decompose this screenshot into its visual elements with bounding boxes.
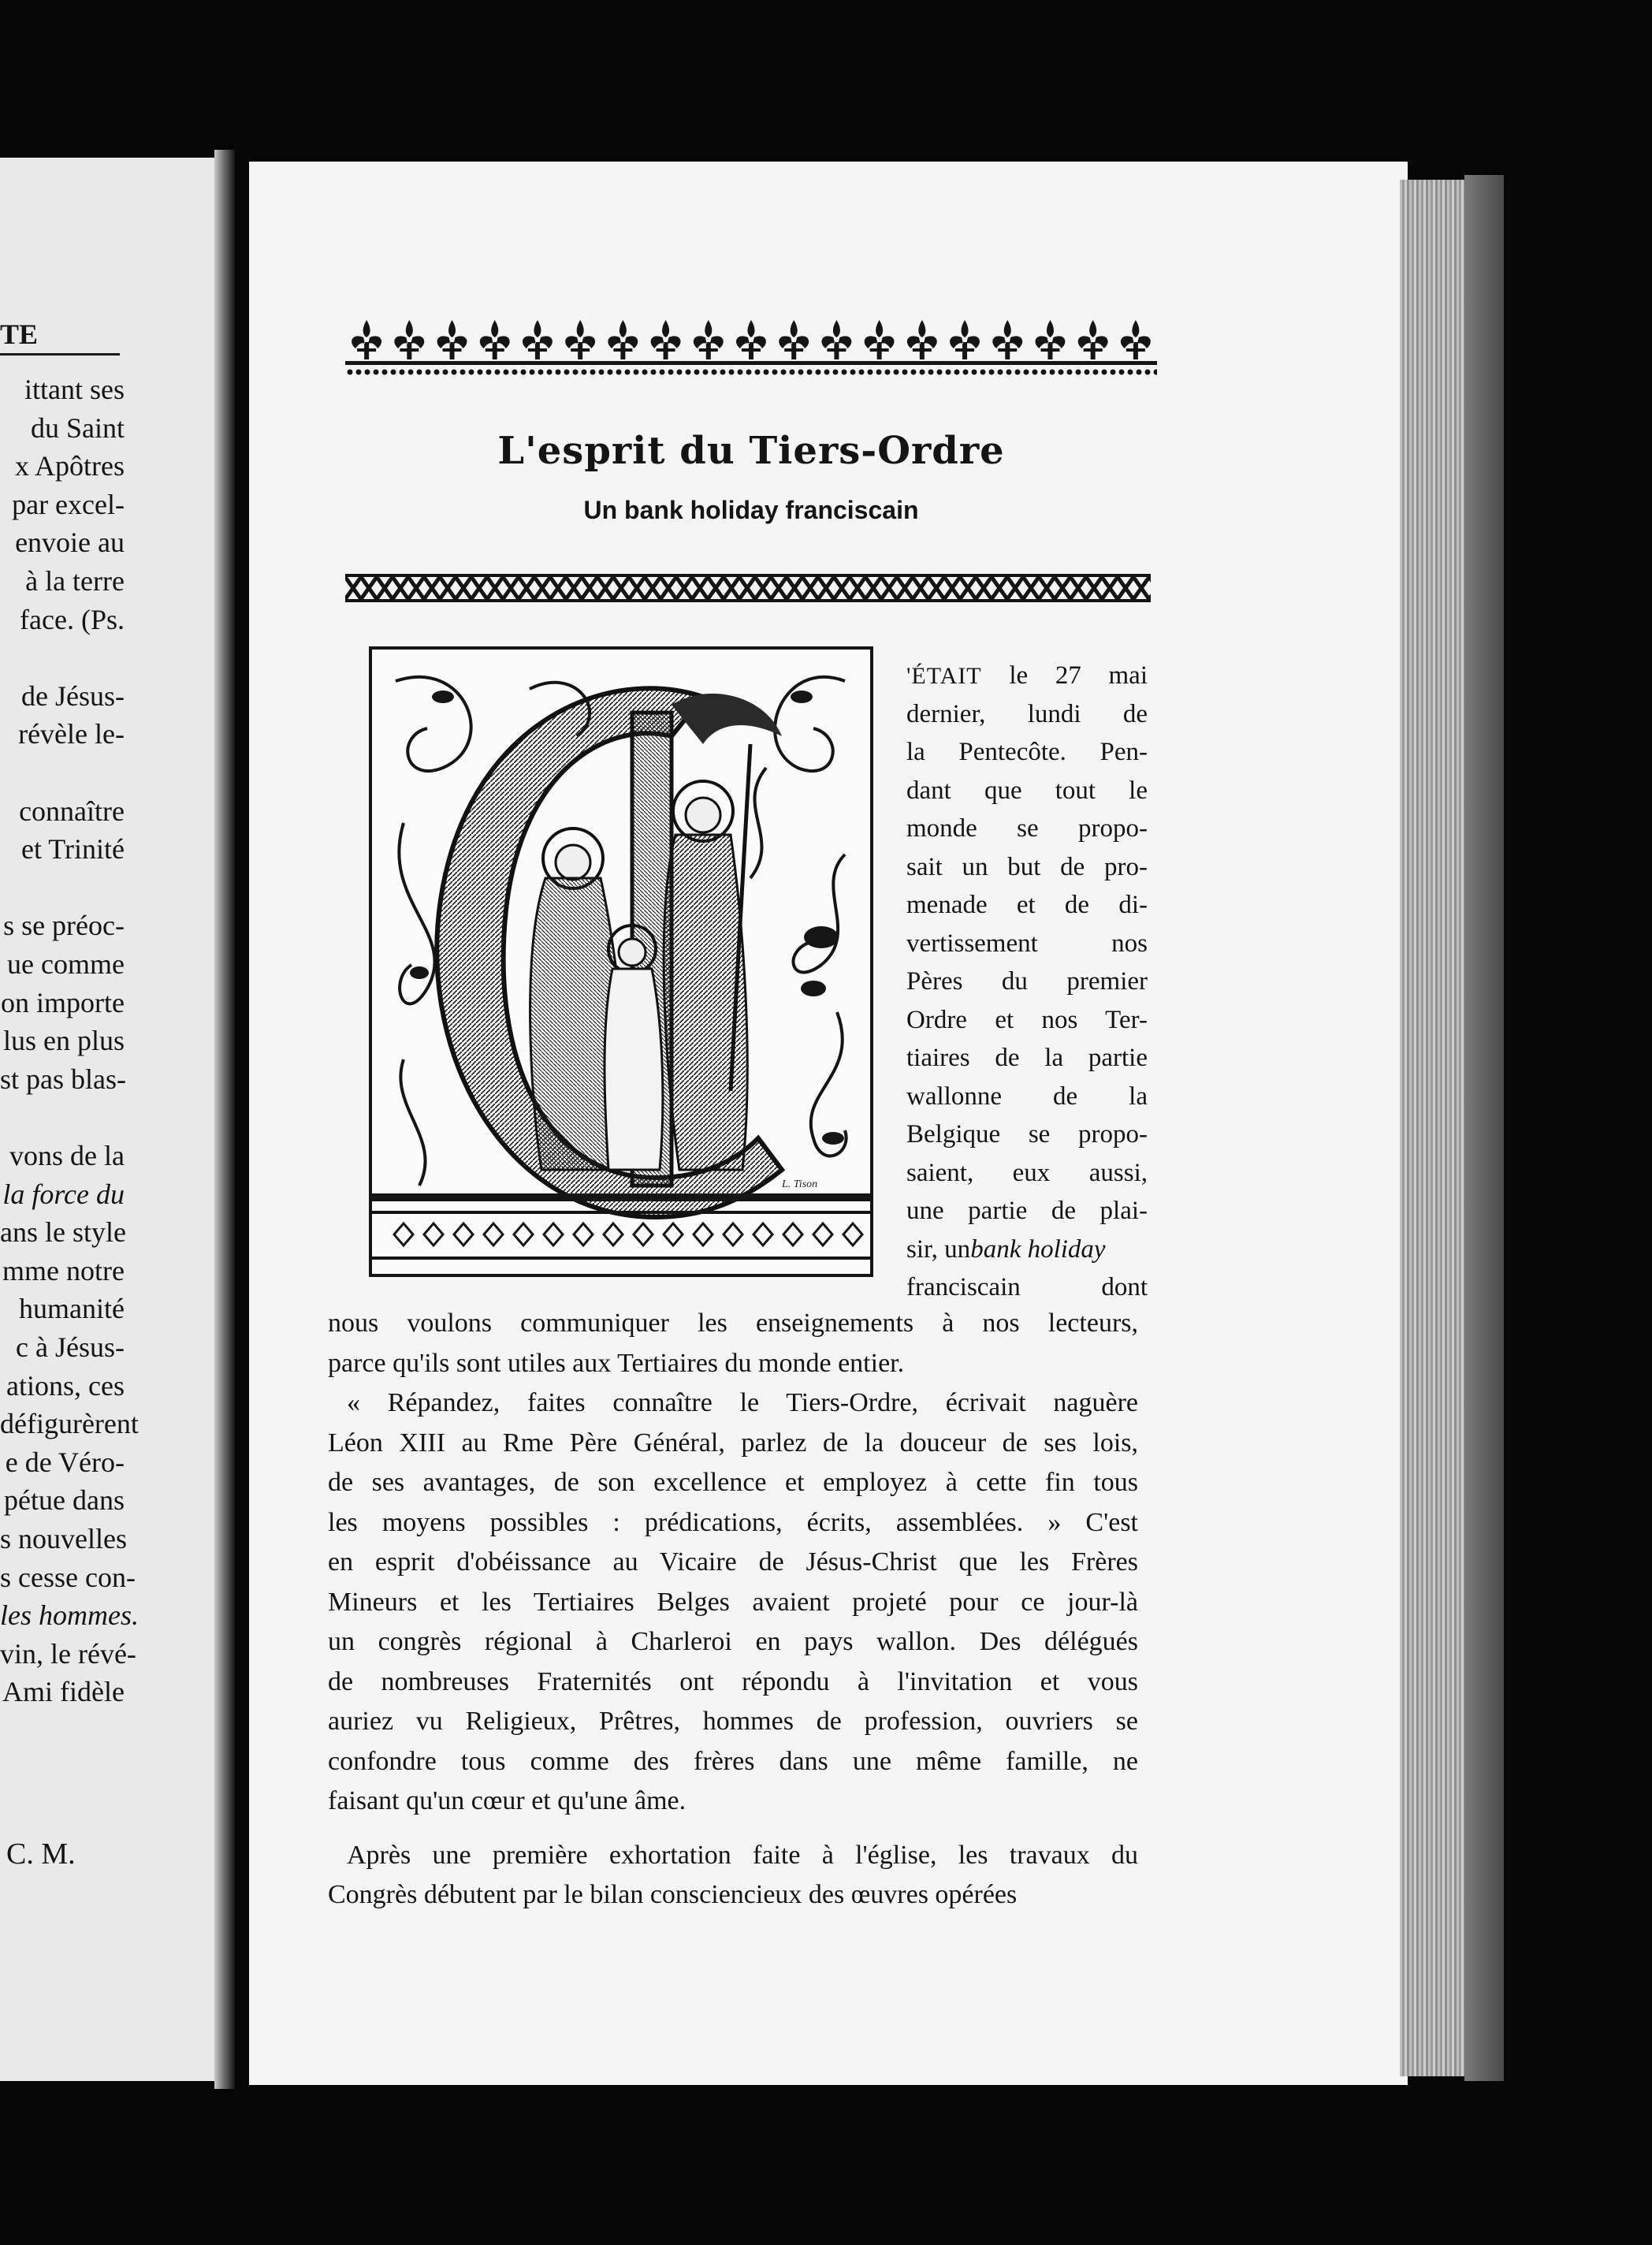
column-line: Ordre et nos Ter- — [906, 1005, 1148, 1034]
left-page-line: s nouvelles — [0, 1523, 127, 1554]
left-page-line: face. (Ps. — [20, 603, 125, 635]
column-line: vertissement nos — [906, 929, 1148, 958]
column-line: saient, eux aussi, — [906, 1158, 1148, 1187]
left-page-line: défigurèrent — [0, 1408, 139, 1440]
left-page-line: vons de la — [9, 1140, 125, 1171]
left-page-line: du Saint — [30, 411, 125, 444]
body-line: en esprit d'obéissance au Vicaire de Jésus-Christ que les Frères — [328, 1547, 1138, 1577]
left-page-line: envoie au — [15, 527, 125, 559]
left-page-running-header: TE — [0, 318, 39, 350]
book-gutter — [214, 150, 235, 2089]
body-line: Après une première exhortation faite à l'église, les travaux du — [347, 1840, 1138, 1870]
body-line: Congrès débutent par le bilan consciencieux des œuvres opérées — [328, 1880, 1018, 1909]
left-page-line: mme notre — [2, 1254, 125, 1286]
left-page-line: ue comme — [7, 948, 125, 980]
body-line: faisant qu'un cœur et qu'une âme. — [328, 1786, 686, 1815]
article-title: L'esprit du Tiers-Ordre — [497, 429, 1005, 473]
body-line: nous voulons communiquer les enseignements à nos lecteurs, — [328, 1309, 1138, 1338]
body-line: de ses avantages, de son excellence et employez à cette fin tous — [328, 1468, 1138, 1497]
article-subtitle: Un bank holiday franciscain — [583, 496, 919, 524]
left-page-line: ations, ces — [6, 1369, 125, 1402]
left-page-line: pétue dans — [4, 1484, 125, 1517]
book-cover-edge — [1464, 175, 1504, 2081]
left-page-line: Ami fidèle — [2, 1676, 125, 1708]
column-line: wallonne de la — [906, 1082, 1148, 1111]
left-page-line: s se préoc- — [3, 910, 125, 942]
body-line: « Répandez, faites connaître le Tiers-Ordre, écrivait naguère — [347, 1388, 1138, 1417]
column-line: menade et de di- — [906, 891, 1148, 919]
body-line: les moyens possibles : prédications, écrits, assemblées. » C'est — [328, 1507, 1138, 1537]
left-page-line: révèle le- — [18, 718, 125, 750]
column-line: une partie de plai- — [906, 1197, 1148, 1225]
left-page-line: x Apôtres — [15, 450, 125, 482]
left-page-line: ittant ses — [24, 374, 125, 405]
left-page-header-rule — [0, 353, 120, 356]
body-line: Mineurs et les Tertiaires Belges avaient projeté pour ce jour-là — [328, 1587, 1138, 1617]
left-page-signature: C. M. — [6, 1837, 76, 1871]
body-line: Léon XIII au Rme Père Général, parlez de la douceur de ses lois, — [328, 1428, 1138, 1458]
body-line: auriez vu Religieux, Prêtres, hommes de profession, ouvriers se — [328, 1707, 1138, 1736]
column-line: dernier, lundi de — [906, 699, 1148, 728]
column-line: Belgique se propo- — [906, 1120, 1148, 1149]
left-page-line: de Jésus- — [21, 679, 125, 712]
left-page-line: humanité — [19, 1293, 125, 1325]
left-page-line: st pas blas- — [0, 1063, 126, 1095]
holy-family-illustration — [372, 650, 870, 1274]
left-page-line: connaître — [19, 795, 125, 827]
illuminated-initial-letter — [369, 646, 873, 1277]
left-page-line: les hommes. — [0, 1599, 139, 1632]
body-line: un congrès régional à Charleroi en pays wallon. Des délégués — [328, 1627, 1138, 1656]
column-line: monde se propo- — [906, 814, 1148, 843]
left-page-line: vin, le révé- — [0, 1637, 136, 1670]
left-page-line: la force du — [2, 1178, 125, 1210]
left-page-line: on importe — [1, 986, 125, 1018]
body-line: parce qu'ils sont utiles aux Tertiaires du monde entier. — [328, 1348, 905, 1378]
italic-phrase: bank holiday — [970, 1234, 1106, 1264]
body-line: de nombreuses Fraternités ont répondu à l'invitation et vous — [328, 1666, 1138, 1696]
column-line: dant que tout le — [906, 776, 1148, 805]
column-line: sait un but de pro- — [906, 852, 1148, 881]
opening-small-caps: 'ÉTAIT — [906, 663, 982, 689]
left-page-line: et Trinité — [20, 833, 125, 866]
left-page-line: c à Jésus- — [16, 1331, 125, 1363]
left-page-line: s cesse con- — [0, 1561, 136, 1593]
column-line: la Pentecôte. Pen- — [906, 738, 1148, 766]
left-page-line: e de Véro- — [5, 1446, 125, 1478]
column-line: tiaires de la partie — [906, 1044, 1148, 1072]
left-page-line: lus en plus — [2, 1025, 125, 1057]
column-line: franciscain dont — [906, 1273, 1148, 1301]
illustration-signature: L. Tison — [782, 1178, 818, 1190]
left-page-line: à la terre — [25, 565, 125, 597]
body-line: confondre tous comme des frères dans une même famille, ne — [328, 1746, 1138, 1776]
left-page-line: ans le style — [0, 1216, 126, 1249]
column-line: Pères du premier — [906, 967, 1148, 996]
decorative-band — [345, 574, 1151, 602]
column-line: 'ÉTAIT le 27 mai — [906, 661, 1148, 690]
left-page-line: par excel- — [12, 488, 125, 520]
column-line: sir, unbank holiday — [906, 1234, 1106, 1264]
fleur-de-lis-border-ornament — [345, 314, 1157, 385]
